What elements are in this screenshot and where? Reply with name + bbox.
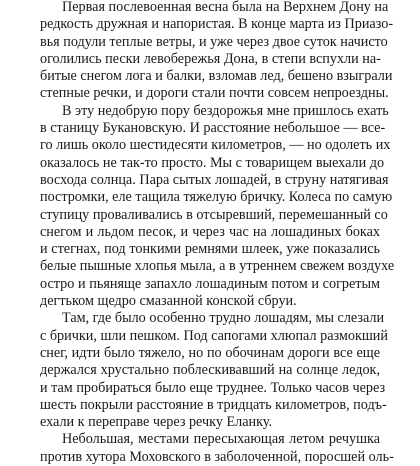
text-line: белые пышные хлопья мыла, а в утреннем свежем воздухе xyxy=(40,258,395,275)
text-line: в станицу Букановскую. И расстояние небольшое — все- xyxy=(40,120,386,137)
text-line: Там, где было особенно трудно лошадям, мы слезали xyxy=(62,310,385,327)
text-line: редкость дружная и напористая. В конце марта из Приазо- xyxy=(40,16,394,33)
text-line: постромки, еле тащила тяжелую бричку. Колеса по самую xyxy=(40,189,393,206)
paragraph-4 xyxy=(40,431,394,466)
text-line: и там пробираться было еще труднее. Только часов через xyxy=(40,379,386,396)
text-line: степные речки, и дороги стали почти совсем непроездны. xyxy=(40,85,389,102)
text-line: вья подули теплые ветры, и уже через двое суток начисто xyxy=(40,33,388,50)
text-line: снегом и льдом песок, и через час на лошадиных боках xyxy=(40,223,380,240)
text-line: Первая послевоенная весна была на Верхнем Дону на xyxy=(62,0,389,15)
paragraph-2 xyxy=(40,102,395,311)
text-line: В эту недобрую пору бездорожья мне пришлось ехать xyxy=(62,102,389,119)
text-line: против хутора Моховского в заболоченной, поросшей оль- xyxy=(40,448,394,465)
text-line: ехали к переправе через речку Еланку. xyxy=(40,414,273,431)
text-line: с брички, шли пешком. Под сапогами хлюпал размокший xyxy=(40,327,388,344)
text-line: и стегнах, под тонкими ремнями шлеек, уже показались xyxy=(40,241,380,258)
text-line: держался хрустально поблескивавший на солнце ледок, xyxy=(40,362,380,379)
text-line: остро и пьяняще запахло лошадиным потом и согретым xyxy=(40,275,380,292)
text-line: битые снегом лога и балки, взломав лед, бешено взыграли xyxy=(40,68,393,85)
text-line: оказалось не так-то просто. Мы с товарищем выехали до xyxy=(40,154,385,171)
text-line: го лишь около шестидесяти километров, — но одолеть их xyxy=(40,137,391,154)
text-line: шесть покрыли расстояние в тридцать километров, подъ- xyxy=(40,396,387,413)
text-line: Небольшая, местами пересыхающая летом речушка xyxy=(62,431,380,448)
text-line: восхода солнца. Пара сытых лошадей, в струну натягивая xyxy=(40,171,389,188)
paragraph-1 xyxy=(40,0,394,103)
body-text xyxy=(40,0,395,466)
text-line: оголились пески левобережья Дона, в степи вспухли на- xyxy=(40,50,381,67)
paragraph-3 xyxy=(40,310,388,431)
text-line: ступицу проваливались в отсыревший, перемешанный со xyxy=(40,206,388,223)
text-line: дегтьком щедро смазанной конской сбруи. xyxy=(40,293,297,310)
text-line: снег, идти было тяжело, но по обочинам дороги все еще xyxy=(40,344,380,361)
